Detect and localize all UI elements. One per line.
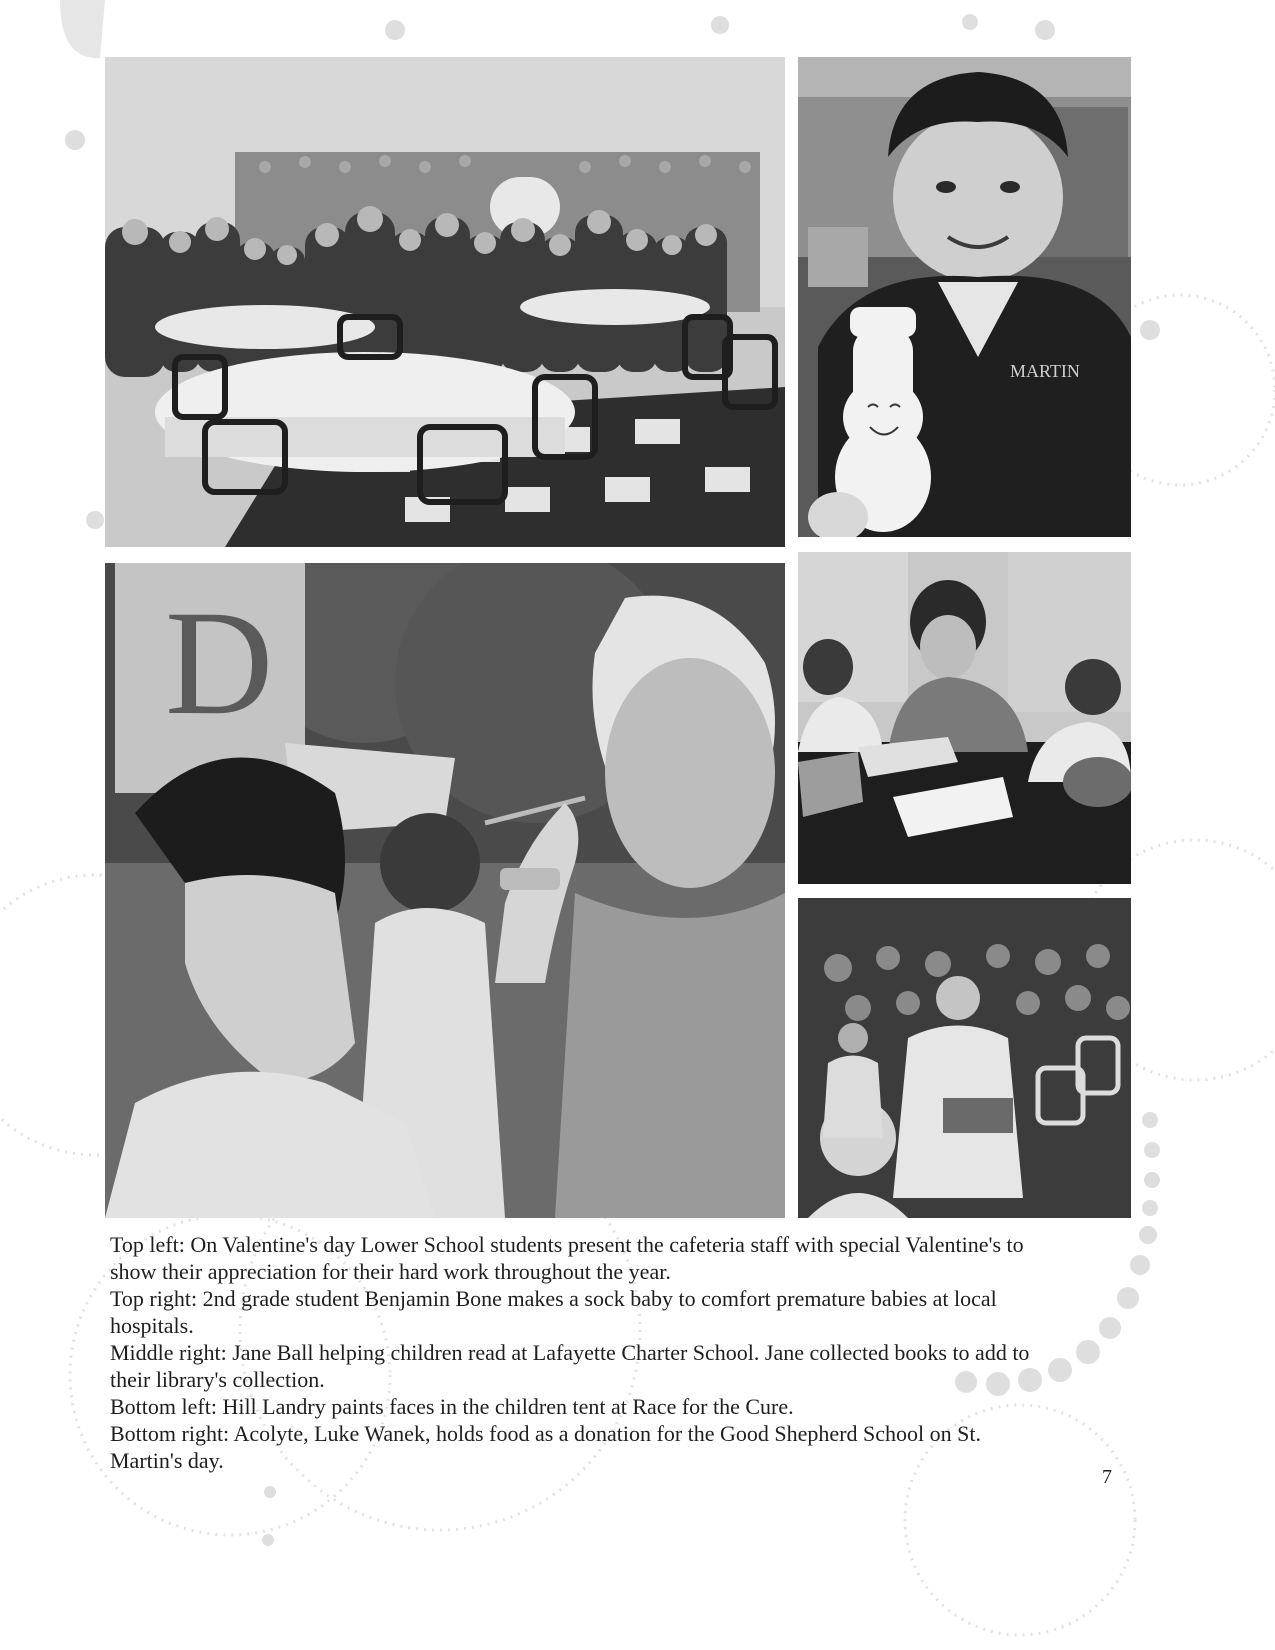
page-number: 7 xyxy=(1102,1466,1112,1488)
face-painting-photo-illustration xyxy=(105,563,785,1218)
caption-bottom-right: Bottom right: Acolyte, Luke Wanek, holds food as a donation for the Good Shepherd School on St. Martin's day. xyxy=(110,1421,981,1473)
photo-face-painting xyxy=(105,563,785,1218)
student-photo-illustration xyxy=(798,57,1131,537)
photo-reading-charter-school xyxy=(798,552,1131,884)
reading-photo-illustration xyxy=(798,552,1131,884)
jacket-logo-text: MARTIN xyxy=(1010,361,1080,381)
acolyte-photo-illustration xyxy=(798,898,1131,1218)
caption-top-left: Top left: On Valentine's day Lower School students present the cafeteria staff with special Valentine's to show their appreciation for their hard work throughout the year. xyxy=(110,1232,1024,1284)
caption-top-right: Top right: 2nd grade student Benjamin Bone makes a sock baby to comfort premature babies at local hospitals. xyxy=(110,1286,997,1338)
caption-middle-right: Middle right: Jane Ball helping children read at Lafayette Charter School. Jane collected books to add to their library's collection. xyxy=(110,1340,1030,1392)
photo-captions xyxy=(110,1231,1040,1474)
photo-cafeteria-valentines xyxy=(105,57,785,547)
banner-letter: D xyxy=(165,580,274,746)
photo-sock-baby-student xyxy=(798,57,1131,537)
photo-acolyte-donation xyxy=(798,898,1131,1218)
cafeteria-photo-illustration xyxy=(105,57,785,547)
caption-bottom-left: Bottom left: Hill Landry paints faces in the children tent at Race for the Cure. xyxy=(110,1394,794,1419)
